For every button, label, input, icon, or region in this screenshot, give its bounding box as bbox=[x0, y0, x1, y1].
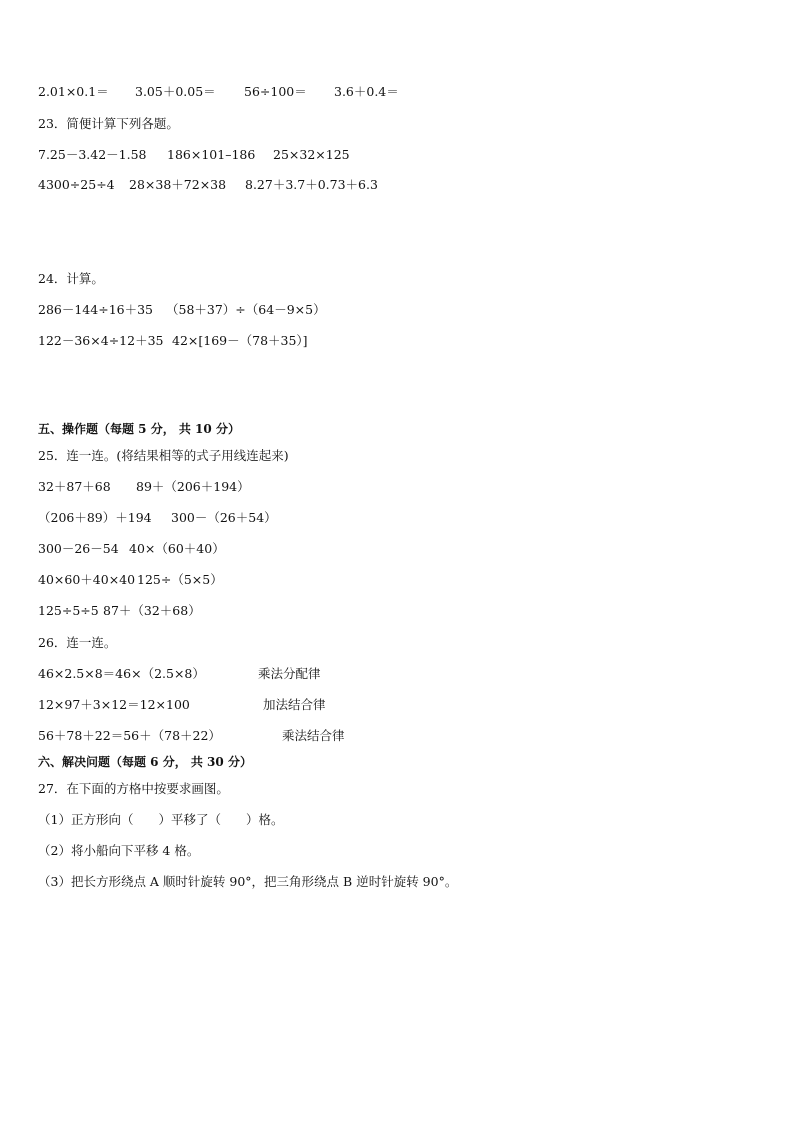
calc-item: 186×101–186 bbox=[167, 147, 256, 162]
calc-item: 4300÷25÷4 bbox=[38, 177, 115, 192]
right-expression: 125÷（5×5） bbox=[137, 572, 223, 587]
calc-item: 3.6＋0.4＝ bbox=[334, 84, 399, 99]
question-27-part-2: （2）将小船向下平移 4 格。 bbox=[38, 843, 200, 858]
right-expression: 300－（26＋54） bbox=[171, 510, 277, 525]
question-27-title: 27．在下面的方格中按要求画图。 bbox=[38, 781, 229, 796]
calc-item: 2.01×0.1＝ bbox=[38, 84, 109, 99]
law-name: 乘法分配律 bbox=[258, 666, 321, 681]
calc-item: 25×32×125 bbox=[273, 147, 350, 162]
equation: 46×2.5×8＝46×（2.5×8） bbox=[38, 666, 205, 681]
calc-item: 42×[169－（78＋35）] bbox=[172, 333, 308, 348]
question-27-part-1: （1）正方形向（ ）平移了（ ）格。 bbox=[38, 812, 284, 827]
left-expression: 32＋87＋68 bbox=[38, 479, 111, 494]
calc-item: 122－36×4÷12＋35 bbox=[38, 333, 164, 348]
question-26-title: 26．连一连。 bbox=[38, 635, 117, 650]
equation: 56＋78＋22＝56＋（78＋22） bbox=[38, 728, 221, 743]
question-23-title: 23．简便计算下列各题。 bbox=[38, 116, 179, 131]
equation: 12×97＋3×12＝12×100 bbox=[38, 697, 190, 712]
left-expression: 300－26－54 bbox=[38, 541, 119, 556]
calc-item: 3.05＋0.05＝ bbox=[135, 84, 216, 99]
left-expression: 125÷5÷5 bbox=[38, 603, 99, 618]
right-expression: 89＋（206＋194） bbox=[136, 479, 250, 494]
calc-item: 8.27＋3.7＋0.73＋6.3 bbox=[245, 177, 378, 192]
left-expression: （206＋89）＋194 bbox=[38, 510, 152, 525]
question-24-title: 24．计算。 bbox=[38, 271, 104, 286]
question-27-part-3: （3）把长方形绕点 A 顺时针旋转 90°，把三角形绕点 B 逆时针旋转 90°。 bbox=[38, 874, 458, 889]
section-6-heading: 六、解决问题（每题 6 分， 共 30 分） bbox=[38, 755, 252, 769]
right-expression: 87＋（32＋68） bbox=[103, 603, 201, 618]
left-expression: 40×60＋40×40 bbox=[38, 572, 136, 587]
right-expression: 40×（60＋40） bbox=[129, 541, 225, 556]
calc-item: 7.25－3.42－1.58 bbox=[38, 147, 147, 162]
law-name: 加法结合律 bbox=[263, 697, 326, 712]
question-25-title: 25．连一连。(将结果相等的式子用线连起来) bbox=[38, 448, 289, 463]
section-5-heading: 五、操作题（每题 5 分， 共 10 分） bbox=[38, 422, 240, 436]
calc-item: （58＋37）÷（64－9×5） bbox=[166, 302, 326, 317]
law-name: 乘法结合律 bbox=[282, 728, 345, 743]
calc-item: 56÷100＝ bbox=[244, 84, 307, 99]
calc-item: 286－144÷16＋35 bbox=[38, 302, 154, 317]
calc-item: 28×38＋72×38 bbox=[129, 177, 227, 192]
